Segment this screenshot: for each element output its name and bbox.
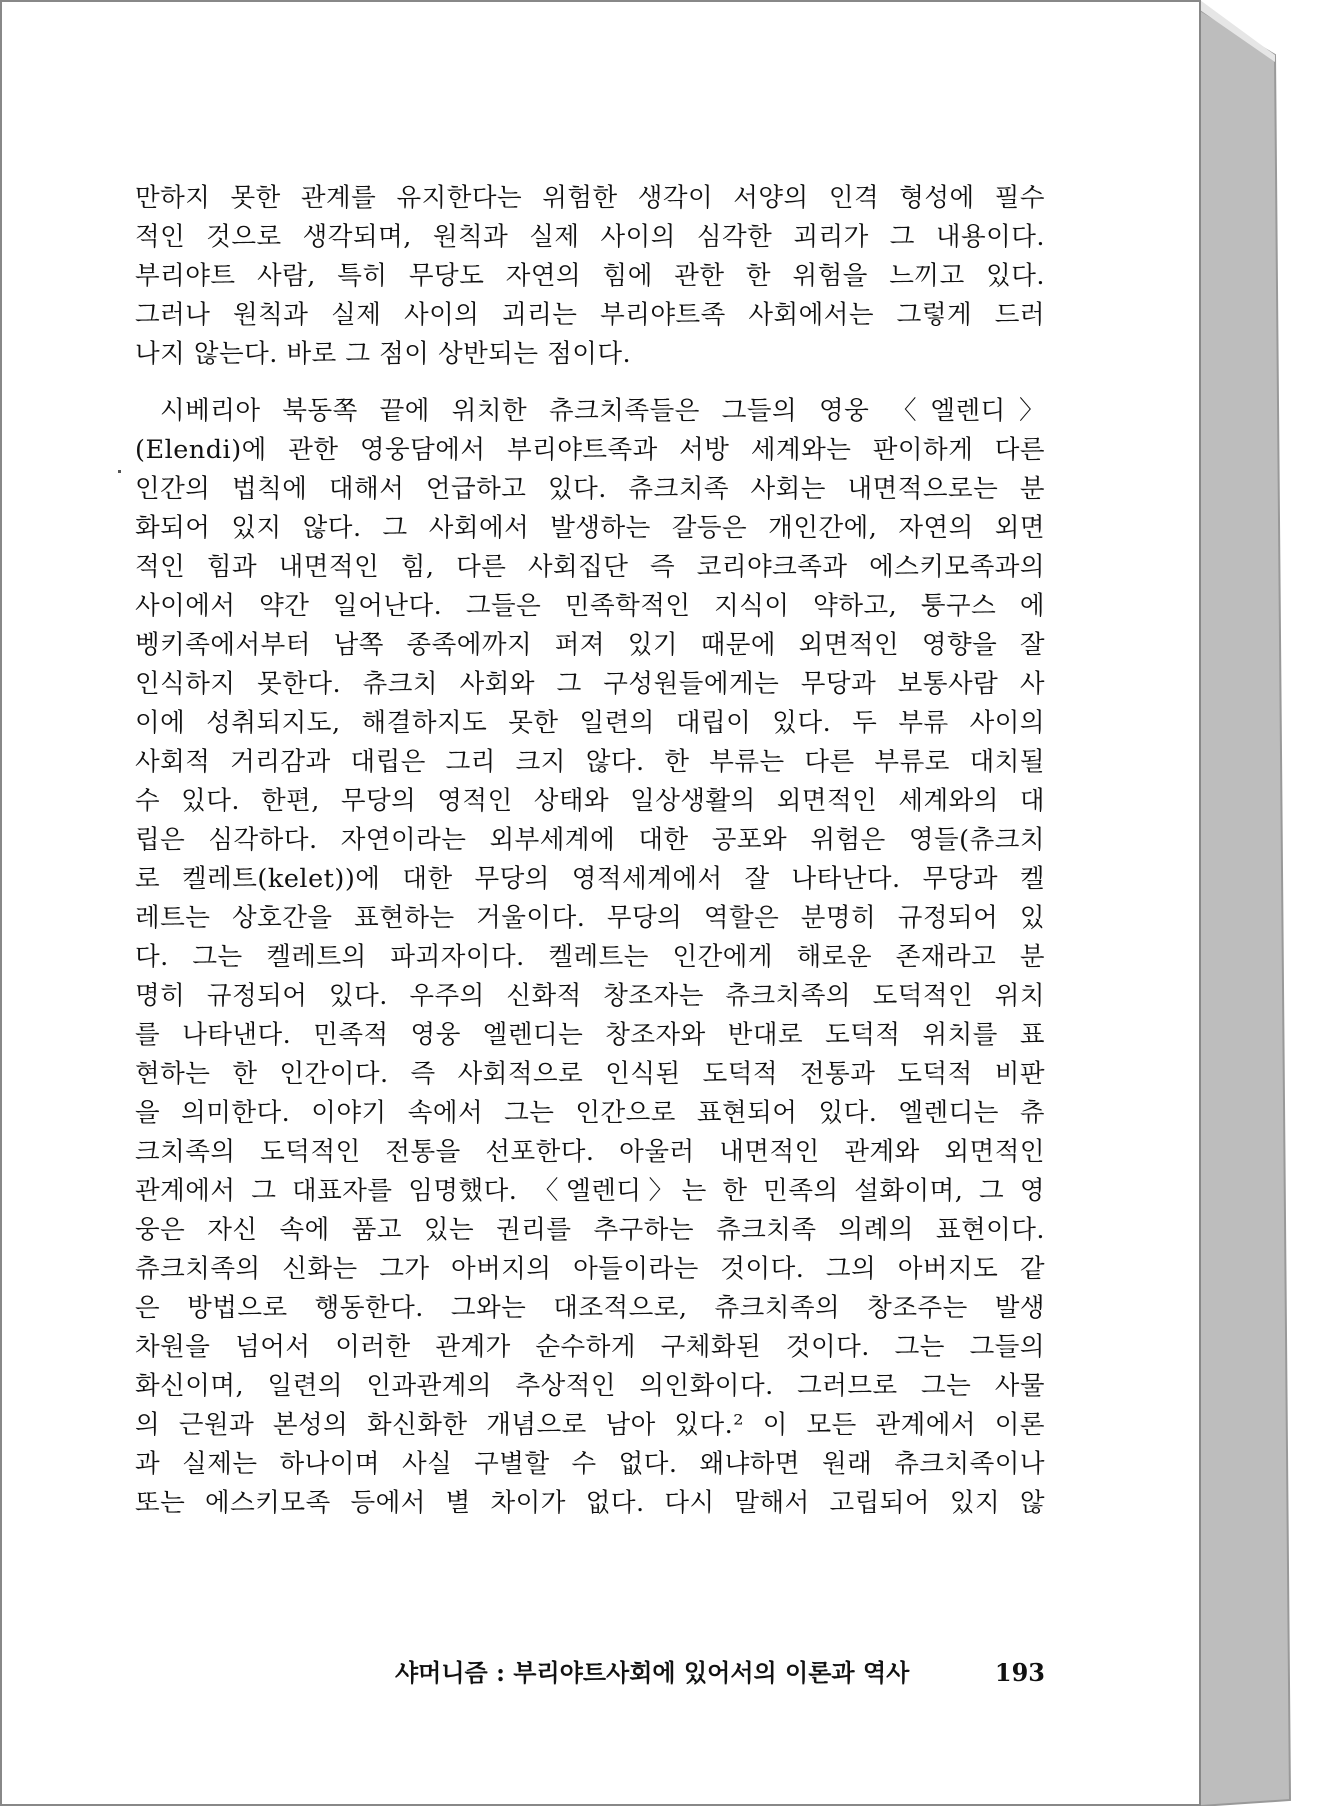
text-line: 또는 에스키모족 등에서 별 차이가 없다. 다시 말해서 고립되어 있지 않 (135, 1488, 1045, 1518)
text-line: 레트는 상호간을 표현하는 거울이다. 무당의 역할은 분명히 규정되어 있 (135, 903, 1045, 933)
text-line: 화되어 있지 않다. 그 사회에서 발생하는 갈등은 개인간에, 자연의 외면 (135, 513, 1045, 543)
text-line: 사이에서 약간 일어난다. 그들은 민족학적인 지식이 약하고, 퉁구스 에 (135, 591, 1045, 621)
text-line: 그러나 원칙과 실제 사이의 괴리는 부리야트족 사회에서는 그렇게 드러 (135, 300, 1045, 330)
text-line: 과 실제는 하나이며 사실 구별할 수 없다. 왜냐하면 원래 츄크치족이나 (135, 1449, 1045, 1479)
text-line: 관계에서 그 대표자를 임명했다. 〈엘렌디〉는 한 민족의 설화이며, 그 영 (135, 1176, 1045, 1206)
text-line: 적인 것으로 생각되며, 원칙과 실제 사이의 심각한 괴리가 그 내용이다. (135, 222, 1045, 252)
text-line: 로 켈레트(kelet))에 대한 무당의 영적세계에서 잘 나타난다. 무당과 켈 (135, 864, 1045, 894)
text-line: 나지 않는다. 바로 그 점이 상반되는 점이다. (135, 339, 632, 369)
text-line: 화신이며, 일련의 인과관계의 추상적인 의인화이다. 그러므로 그는 사물 (135, 1371, 1045, 1401)
footer-title: 샤머니즘 : 부리야트사회에 있어서의 이론과 역사 (395, 1658, 910, 1687)
text-line: 웅은 자신 속에 품고 있는 권리를 추구하는 츄크치족 의례의 표현이다. (135, 1215, 1045, 1245)
running-footer (395, 1655, 1045, 1691)
text-line: 현하는 한 인간이다. 즉 사회적으로 인식된 도덕적 전통과 도덕적 비판 (135, 1059, 1045, 1089)
text-line: 인식하지 못한다. 츄크치 사회와 그 구성원들에게는 무당과 보통사람 사 (135, 669, 1045, 699)
text-line: 벵키족에서부터 남쪽 종족에까지 퍼져 있기 때문에 외면적인 영향을 잘 (135, 630, 1045, 660)
text-line: 이에 성취되지도, 해결하지도 못한 일련의 대립이 있다. 두 부류 사이의 (135, 708, 1045, 738)
text-line: 를 나타낸다. 민족적 영웅 엘렌디는 창조자와 반대로 도덕적 위치를 표 (135, 1020, 1045, 1050)
text-line: 적인 힘과 내면적인 힘, 다른 사회집단 즉 코리야크족과 에스키모족과의 (135, 552, 1045, 582)
text-line: 은 방법으로 행동한다. 그와는 대조적으로, 츄크치족의 창조주는 발생 (135, 1293, 1045, 1323)
text-line: (Elendi)에 관한 영웅담에서 부리야트족과 서방 세계와는 판이하게 다른 (135, 435, 1045, 465)
text-line: 명히 규정되어 있다. 우주의 신화적 창조자는 츄크치족의 도덕적인 위치 (135, 981, 1045, 1011)
text-line: 을 의미한다. 이야기 속에서 그는 인간으로 표현되어 있다. 엘렌디는 츄 (135, 1098, 1045, 1128)
text-line: 의 근원과 본성의 화신화한 개념으로 남아 있다.² 이 모든 관계에서 이론 (135, 1410, 1045, 1440)
text-line: 부리야트 사람, 특히 무당도 자연의 힘에 관한 한 위험을 느끼고 있다. (135, 261, 1045, 291)
text-line: 차원을 넘어서 이러한 관계가 순수하게 구체화된 것이다. 그는 그들의 (135, 1332, 1045, 1362)
margin-mark (118, 470, 121, 473)
text-line: 시베리아 북동쪽 끝에 위치한 츄크치족들은 그들의 영웅 〈엘렌디〉 (160, 396, 1045, 426)
text-line: 크치족의 도덕적인 전통을 선포한다. 아울러 내면적인 관계와 외면적인 (135, 1137, 1045, 1167)
page-number: 193 (994, 1658, 1045, 1687)
text-line: 인간의 법칙에 대해서 언급하고 있다. 츄크치족 사회는 내면적으로는 분 (135, 474, 1045, 504)
text-line: 수 있다. 한편, 무당의 영적인 상태와 일상생활의 외면적인 세계와의 대 (135, 786, 1045, 816)
text-line: 만하지 못한 관계를 유지한다는 위험한 생각이 서양의 인격 형성에 필수 (135, 183, 1045, 213)
text-line: 츄크치족의 신화는 그가 아버지의 아들이라는 것이다. 그의 아버지도 같 (135, 1254, 1045, 1284)
text-line: 다. 그는 켈레트의 파괴자이다. 켈레트는 인간에게 해로운 존재라고 분 (135, 942, 1045, 972)
text-line: 사회적 거리감과 대립은 그리 크지 않다. 한 부류는 다른 부류로 대치될 (135, 747, 1045, 777)
text-line: 립은 심각하다. 자연이라는 외부세계에 대한 공포와 위험은 영들(츄크치 (135, 825, 1045, 855)
